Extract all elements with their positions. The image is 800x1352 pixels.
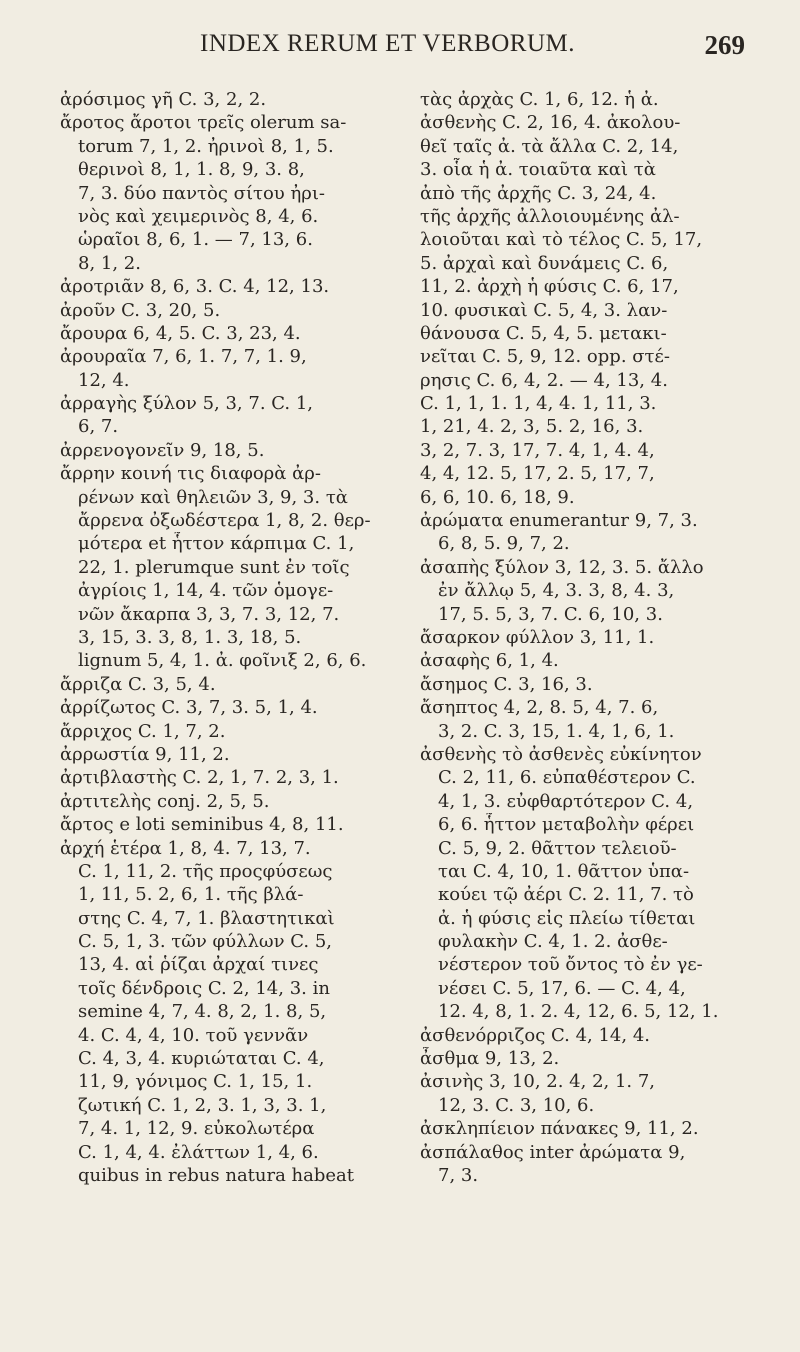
index-entry-continuation: 13, 4. αἱ ῥίζαι ἀρχαί τινες [78,954,319,976]
index-entry-continuation: κούει τῷ ἀέρι C. 2. 11, 7. τὸ [438,884,694,906]
index-entry-continuation: ζωτική C. 1, 2, 3. 1, 3, 3. 1, [78,1094,327,1116]
index-entry-continuation: C. 5, 1, 3. τῶν φύλλων C. 5, [78,931,333,953]
index-entry-headword-line: ἀρρωστία 9, 11, 2. [60,743,230,765]
index-entry-headword-line: 4, 4, 12. 5, 17, 2. 5, 17, 7, [420,463,655,485]
index-entry-headword-line: 11, 2. ἀρχὴ ἡ φύσις C. 6, 17, [420,276,679,298]
page-header [70,30,745,70]
index-entry-headword-line: ἄσηπτος 4, 2, 8. 5, 4, 7. 6, [420,697,659,719]
index-entry-continuation: 11, 9, γόνιμος C. 1, 15, 1. [78,1071,313,1093]
index-entry-continuation: quibus in rebus natura habeat [78,1164,355,1186]
index-entry-continuation: ἀγρίοις 1, 14, 4. τῶν ὁμογε- [78,580,334,602]
index-entry-headword-line: 6, 6, 10. 6, 18, 9. [420,486,575,508]
index-entry-continuation: ἀ. ἡ φύσις εἰς πλείω τίθεται [438,907,696,929]
index-entry-continuation: νέσει C. 5, 17, 6. — C. 4, 4, [438,977,686,999]
index-entry-continuation: νῶν ἄκαρπα 3, 3, 7. 3, 12, 7. [78,603,340,625]
index-entry-continuation: 8, 1, 2. [78,252,141,274]
running-title: INDEX RERUM ET VERBORUM. [200,30,575,57]
index-entry-headword-line: τὰς ἀρχὰς C. 1, 6, 12. ἡ ἀ. [420,89,659,110]
index-entry-headword-line: ἀσινὴς 3, 10, 2. 4, 2, 1. 7, [420,1071,656,1093]
index-entry-continuation: 17, 5. 5, 3, 7. C. 6, 10, 3. [438,603,663,625]
index-entry-continuation: lignum 5, 4, 1. ἀ. φοῖνιξ 2, 6, 6. [78,650,367,672]
index-entry-headword-line: 3. οἷα ἡ ἀ. τοιαῦτα καὶ τὰ [420,159,656,181]
index-entry-headword-line: ἀπὸ τῆς ἀρχῆς C. 3, 24, 4. [420,182,657,204]
index-entry-continuation: 12. 4, 8, 1. 2. 4, 12, 6. 5, 12, 1. [438,1001,719,1023]
index-entry-continuation: 6, 6. ἧττον μεταβολὴν φέρει [438,814,695,836]
index-entry-headword-line: θάνουσα C. 5, 4, 5. μετακι- [420,322,667,344]
index-entry-headword-line: ἄρρην κοινή τις διαφορὰ ἀρ- [60,463,321,485]
index-entry-continuation: ἄρρενα ὀξωδέστερα 1, 8, 2. θερ- [78,510,371,532]
index-entry-continuation: νὸς καὶ χειμερινὸς 8, 4, 6. [78,205,319,227]
index-entry-headword-line: ἀσαπὴς ξύλον 3, 12, 3. 5. ἄλλο [420,556,704,578]
index-entry-continuation: semine 4, 7, 4. 8, 2, 1. 8, 5, [78,1001,327,1023]
index-entry-continuation: 1, 11, 5. 2, 6, 1. τῆς βλά- [78,884,304,906]
index-entry-continuation: μότερα et ἧττον κάρπιμα C. 1, [78,533,355,555]
index-entry-headword-line: νεῖται C. 5, 9, 12. opp. στέ- [420,346,670,368]
index-entry-headword-line: ἀροτριᾶν 8, 6, 3. C. 4, 12, 13. [60,276,330,298]
index-entry-continuation: 7, 3. δύο παντὸς σίτου ἠρι- [78,182,325,204]
index-entry-continuation: C. 5, 9, 2. θᾶττον τελειοῦ- [438,837,677,859]
index-entry-continuation: 12, 3. C. 3, 10, 6. [438,1094,595,1116]
index-entry-headword-line: θεῖ ταῖς ἀ. τὰ ἄλλα C. 2, 14, [420,135,679,157]
index-entry-headword-line: ἀρτιτελὴς conj. 2, 5, 5. [60,790,270,812]
index-entry-continuation: 6, 8, 5. 9, 7, 2. [438,533,570,555]
index-entry-continuation: C. 1, 4, 4. ἐλάττων 1, 4, 6. [78,1141,319,1163]
index-entry-continuation: C. 1, 11, 2. τῆς προςφύσεως [78,860,333,882]
index-entry-headword-line: ἀρρίζωτος C. 3, 7, 3. 5, 1, 4. [60,697,318,719]
index-entry-continuation: ρένων καὶ θηλειῶν 3, 9, 3. τὰ [78,486,348,508]
index-entry-headword-line: τῆς ἀρχῆς ἀλλοιουμένης ἀλ- [420,205,680,227]
index-entry-headword-line: ἀσκληπίειον πάνακες 9, 11, 2. [420,1118,699,1140]
index-entry-continuation: 6, 7. [78,416,119,438]
index-entry-continuation: 3, 15, 3. 3, 8, 1. 3, 18, 5. [78,626,302,648]
index-entry-headword-line: ἀσθενὴς C. 2, 16, 4. ἀκολου- [420,112,681,134]
index-entry-continuation: 4, 1, 3. εὐφθαρτότερον C. 4, [438,790,694,812]
index-entry-headword-line: ἄρουρα 6, 4, 5. C. 3, 23, 4. [60,322,301,344]
index-entry-headword-line: ἄσαρκον φύλλον 3, 11, 1. [420,626,655,648]
index-entry-headword-line: 3, 2, 7. 3, 17, 7. 4, 1, 4. 4, [420,439,655,461]
index-entry-headword-line: ἄροτος ἄροτοι τρεῖς olerum sa- [60,112,347,134]
index-entry-headword-line: ἀρρενογονεῖν 9, 18, 5. [60,439,265,461]
index-entry-headword-line: C. 1, 1, 1. 1, 4, 4. 1, 11, 3. [420,393,657,415]
index-entry-continuation: ται C. 4, 10, 1. θᾶττον ὑπα- [438,860,690,882]
index-entry-headword-line: 1, 21, 4. 2, 3, 5. 2, 16, 3. [420,416,644,438]
index-entry-headword-line: ἀσθενόρριζος C. 4, 14, 4. [420,1024,650,1046]
index-entry-headword-line: 5. ἀρχαὶ καὶ δυνάμεις C. 6, [420,252,669,274]
right-index-column [420,88,772,1187]
index-entry-continuation: 7, 3. [438,1164,479,1186]
index-entry-headword-line: ἀρχή ἑτέρα 1, 8, 4. 7, 13, 7. [60,837,311,859]
index-entry-headword-line: ἀρραγὴς ξύλον 5, 3, 7. C. 1, [60,393,314,415]
index-entry-headword-line: ἀρώματα enumerantur 9, 7, 3. [420,510,698,532]
left-index-column [60,88,412,1187]
index-entry-headword-line: ἀροῦν C. 3, 20, 5. [60,299,221,321]
index-entry-headword-line: ἀρτιβλαστὴς C. 2, 1, 7. 2, 3, 1. [60,767,339,789]
index-entry-headword-line: ἀσθενὴς τὸ ἀσθενὲς εὐκίνητον [420,743,702,765]
index-entry-continuation: στης C. 4, 7, 1. βλαστητικαὶ [78,907,335,929]
index-entry-continuation: 12, 4. [78,369,130,391]
index-entry-headword-line: ἀσαφὴς 6, 1, 4. [420,650,559,672]
index-entry-headword-line: ἆσθμα 9, 13, 2. [420,1048,560,1070]
index-entry-continuation: C. 2, 11, 6. εὐπαθέστερον C. [438,767,696,789]
index-entry-continuation: 7, 4. 1, 12, 9. εὐκολωτέρα [78,1118,315,1140]
index-entry-headword-line: ἀσπάλαθος inter ἀρώματα 9, [420,1141,686,1163]
index-entry-continuation: φυλακὴν C. 4, 1. 2. ἀσθε- [438,931,668,953]
page-number: 269 [704,30,745,60]
index-entry-continuation: νέστερον τοῦ ὄντος τὸ ἐν γε- [438,954,703,976]
index-entry-headword-line: 10. φυσικαὶ C. 5, 4, 3. λαν- [420,299,668,321]
index-entry-continuation: torum 7, 1, 2. ἠρινοὶ 8, 1, 5. [78,135,334,157]
index-entry-headword-line: ἄσημος C. 3, 16, 3. [420,673,593,695]
index-entry-headword-line: ἀρουραῖα 7, 6, 1. 7, 7, 1. 9, [60,346,307,368]
index-entry-continuation: τοῖς δένδροις C. 2, 14, 3. in [78,977,330,999]
index-entry-continuation: ἐν ἄλλῳ 5, 4, 3. 3, 8, 4. 3, [438,580,675,602]
index-entry-headword-line: λοιοῦται καὶ τὸ τέλος C. 5, 17, [420,229,703,251]
index-entry-continuation: 3, 2. C. 3, 15, 1. 4, 1, 6, 1. [438,720,675,742]
index-entry-continuation: 22, 1. plerumque sunt ἐν τοῖς [78,556,350,578]
index-entry-headword-line: ἄρριζα C. 3, 5, 4. [60,673,216,695]
index-entry-headword-line: ρησις C. 6, 4, 2. — 4, 13, 4. [420,369,668,391]
index-entry-headword-line: ἄρτος e loti seminibus 4, 8, 11. [60,814,344,836]
index-entry-continuation: θερινοὶ 8, 1, 1. 8, 9, 3. 8, [78,159,305,181]
index-entry-continuation: 4. C. 4, 4, 10. τοῦ γεννᾶν [78,1024,309,1046]
index-entry-continuation: ὡραῖοι 8, 6, 1. — 7, 13, 6. [78,229,313,251]
index-entry-headword-line: ἀρόσιμος γῆ C. 3, 2, 2. [60,89,267,110]
index-entry-headword-line: ἄρριχος C. 1, 7, 2. [60,720,226,742]
index-entry-continuation: C. 4, 3, 4. κυριώταται C. 4, [78,1048,325,1070]
